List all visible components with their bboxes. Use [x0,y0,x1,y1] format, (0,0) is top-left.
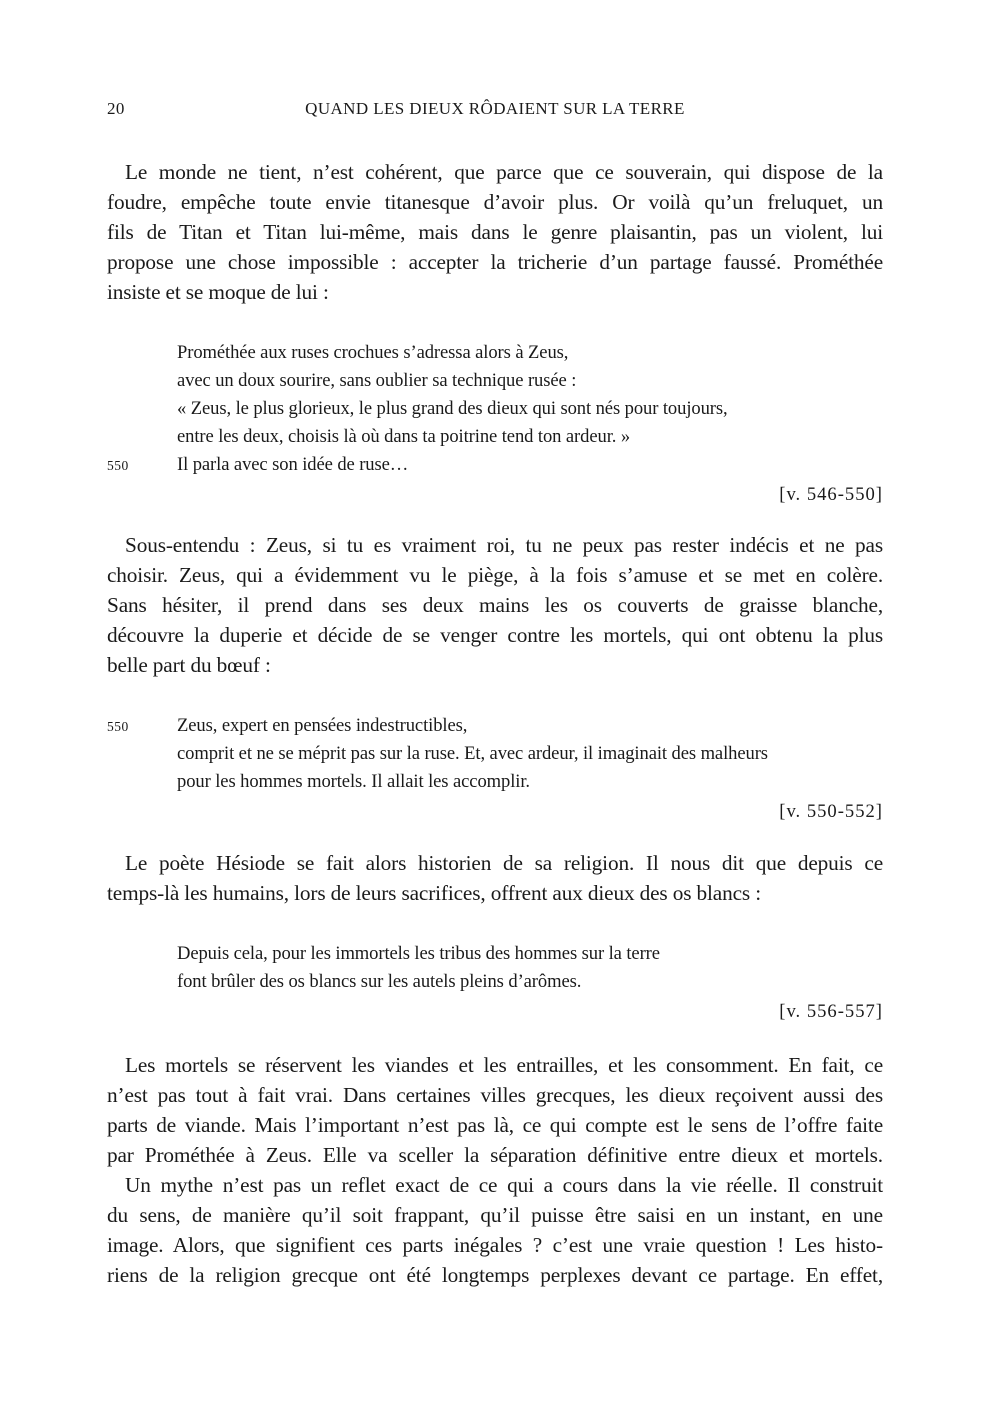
verse-reference: [v. 550-552] [779,801,883,822]
verse-line [107,367,883,395]
text-line: Sans hésiter, il prend dans ses deux mains les os couverts de graisse blanche, [107,593,883,617]
paragraph-2 [107,530,883,680]
text-line: choisir. Zeus, qui a évidemment vu le piège, à la fois s’amuse et se met en colère. [107,563,883,587]
running-title: QUAND LES DIEUX RÔDAIENT SUR LA TERRE [305,99,685,118]
paragraph-5 [107,1170,883,1290]
running-header [107,99,883,125]
text-line: Sous-entendu : Zeus, si tu es vraiment roi, tu ne peux pas rester indécis et ne pas [125,533,883,557]
text-line: Le monde ne tient, n’est cohérent, que parce que ce souverain, qui dispose de la [125,160,883,184]
verse-text: Prométhée aux ruses crochues s’adressa alors à Zeus, [177,342,569,363]
verse-text: Il parla avec son idée de ruse… [177,454,409,475]
verse-line [107,740,883,768]
page-number: 20 [107,99,125,118]
text-line: Le poète Hésiode se fait alors historien de sa religion. Il nous dit que depuis ce [125,851,883,875]
text-line: du sens, de manière qu’il soit frappant, qu’il puisse être saisi en un instant, en une [107,1203,883,1227]
verse-number: 550 [107,458,129,473]
text-line: insiste et se moque de lui : [107,280,329,304]
verse-line [107,712,883,740]
verse-text: « Zeus, le plus glorieux, le plus grand des dieux qui sont nés pour toujours, [177,398,728,419]
verse-text: Depuis cela, pour les immortels les tribus des hommes sur la terre [177,943,660,964]
verse-line [107,968,883,996]
verse-quote-3 [107,940,883,1026]
verse-quote-2 [107,712,883,826]
verse-line [107,423,883,451]
verse-line [107,339,883,367]
text-line: Les mortels se réservent les viandes et les entrailles, et les consomment. En fait, ce [125,1053,883,1077]
verse-line [107,768,883,796]
verse-text: font brûler des os blancs sur les autels pleins d’arômes. [177,971,582,992]
verse-text: pour les hommes mortels. Il allait les accomplir. [177,771,530,792]
verse-text: avec un doux sourire, sans oublier sa technique rusée : [177,370,577,391]
verse-reference: [v. 546-550] [779,484,883,505]
verse-text: Zeus, expert en pensées indestructibles, [177,715,468,736]
verse-number: 550 [107,719,129,734]
text-line: découvre la duperie et décide de se venger contre les mortels, qui ont obtenu la plus [107,623,883,647]
text-line: belle part du bœuf : [107,653,271,677]
text-line: Un mythe n’est pas un reflet exact de ce qui a cours dans la vie réelle. Il construit [125,1173,883,1197]
text-line: riens de la religion grecque ont été longtemps perplexes devant ce partage. En effet, [107,1263,883,1287]
paragraph-4 [107,1050,883,1170]
text-line: parts de viande. Mais l’important n’est pas là, ce qui compte est le sens de l’offre faite [107,1113,883,1137]
verse-line [107,395,883,423]
text-line: image. Alors, que signifient ces parts inégales ? c’est une vraie question ! Les histo- [107,1233,883,1257]
verse-quote-1 [107,339,883,509]
paragraph-3 [107,848,883,908]
verse-line [107,451,883,479]
text-line: fils de Titan et Titan lui-même, mais dans le genre plaisantin, pas un violent, lui [107,220,883,244]
verse-text: entre les deux, choisis là où dans ta poitrine tend ton ardeur. » [177,426,631,447]
text-line: foudre, empêche toute envie titanesque d’avoir plus. Or voilà qu’un freluquet, un [107,190,883,214]
text-line: temps-là les humains, lors de leurs sacrifices, offrent aux dieux des os blancs : [107,881,761,905]
text-line: par Prométhée à Zeus. Elle va sceller la séparation définitive entre dieux et mortels. [107,1143,883,1167]
paragraph-1 [107,157,883,307]
text-line: n’est pas tout à fait vrai. Dans certaines villes grecques, les dieux reçoivent aussi des [107,1083,883,1107]
verse-line [107,940,883,968]
text-line: propose une chose impossible : accepter la tricherie d’un partage faussé. Prométhée [107,250,883,274]
verse-text: comprit et ne se méprit pas sur la ruse. Et, avec ardeur, il imaginait des malheurs [177,743,768,764]
verse-reference: [v. 556-557] [779,1001,883,1022]
